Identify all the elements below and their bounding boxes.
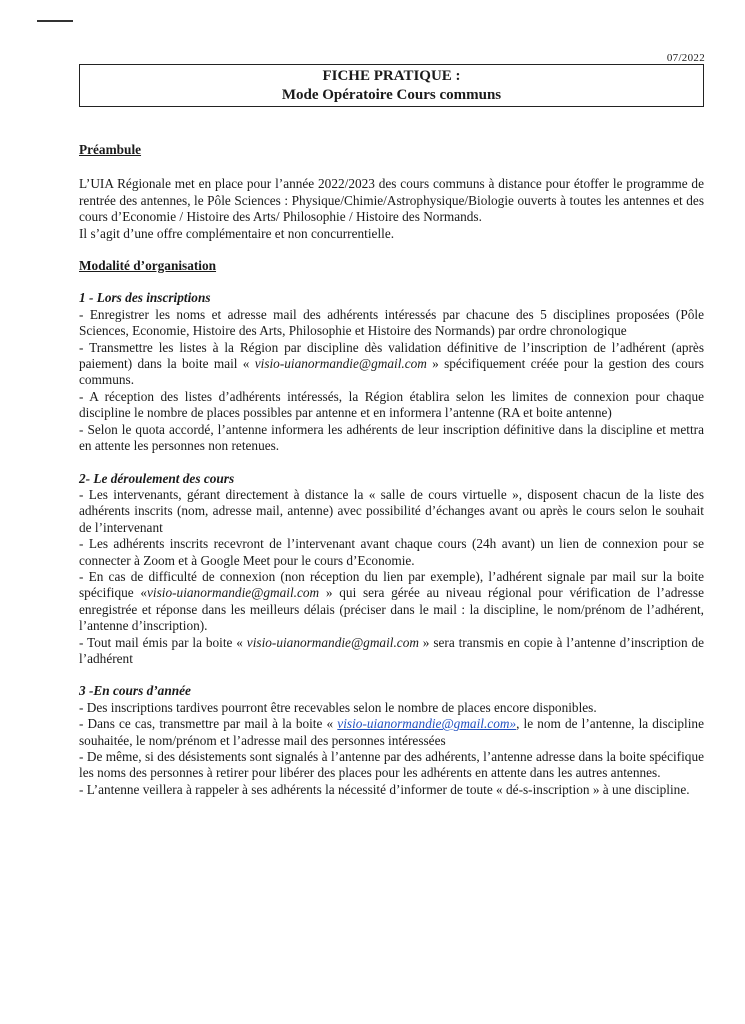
section-2-paragraph — [79, 569, 704, 635]
section-3-title: 3 -En cours d’année — [79, 683, 191, 699]
section-3-paragraph: - Des inscriptions tardives pourront être recevables selon le nombre de places encore disponibles. — [79, 699, 597, 715]
document-date: 07/2022 — [666, 52, 705, 64]
section-2-paragraph — [79, 635, 704, 668]
section-2-paragraph: - Les intervenants, gérant directement à distance la « salle de cours virtuelle », disposent chacun de la liste des adhérents inscrits (nom, adresse mail, antenne) avec possibilité d’échanges avant ou après le cours selon le souhait de l’intervenant — [79, 486, 704, 535]
scan-mark — [37, 20, 73, 22]
preambule-text: L’UIA Régionale met en place pour l’année 2022/2023 des cours communs à distance pour étoffer le programme de rentrée des antennes, le Pôle Sciences : Physique/Chimie/Astrophysique/Biologie ouverts à toutes les antennes et des cours d’Economie / Histoire des Arts/ Philosophie / Histoire des Normands. — [79, 176, 704, 225]
section-1-paragraph: - A réception des listes d’adhérents intéressés, la Région établira selon les limites de connexion pour chaque discipline le nombre de places possibles par antenne et en informera l’antenne (RA et boite antenne) — [79, 388, 704, 421]
document-body — [79, 142, 704, 798]
section-3-paragraph: - De même, si des désistements sont signalés à l’antenne par des adhérents, l’antenne adresse dans la boite spécifique les noms des personnes à retirer pour libérer des places pour les adhérents en attente dans les autres antennes. — [79, 749, 704, 781]
text-segment: » spécifiquement créée pour la gestion des cours communs. — [79, 356, 704, 388]
email-address: visio-uianormandie@gmail.com — [246, 634, 419, 650]
section-1-title: 1 - Lors des inscriptions — [79, 290, 211, 306]
text-segment: - Transmettre les listes à la Région par discipline dès validation définitive de l’inscription de l’adhérent (après paiement) dans la boite mail « — [79, 339, 704, 372]
section-3-paragraph: - L’antenne veillera à rappeler à ses adhérents la nécessité d’informer de toute « dé-s-inscription » à une discipline. — [79, 781, 690, 797]
preambule-text-2: Il s’agit d’une offre complémentaire et non concurrentielle. — [79, 225, 395, 241]
text-segment: - En cas de difficulté de connexion (non réception du lien par exemple), l’adhérent signale par mail sur la boite spécifique « — [79, 568, 704, 601]
modalite-heading: Modalité d’organisation — [79, 258, 217, 274]
section-1-paragraph — [79, 340, 704, 389]
text-segment: » sera transmis en copie à l’antenne d’inscription de l’adhérent — [79, 634, 704, 666]
section-2-paragraph: - Les adhérents inscrits recevront de l’intervenant avant chaque cours (24h avant) un lien de connexion pour se connecter à Zoom et à Google Meet pour le cours d’Economie. — [79, 536, 704, 568]
text-segment: - Tout mail émis par la boite « — [79, 634, 247, 650]
text-segment: , le nom de l’antenne, la discipline souhaitée, le nom/prénom et l’adresse mail des personnes intéressées — [79, 716, 704, 748]
section-1-paragraph: - Enregistrer les noms et adresse mail des adhérents intéressés par chacune des 5 disciplines proposées (Pôle Sciences, Economie, Histoire des Arts, Philosophie et Histoire des Normands) par ordre chronologique — [79, 306, 704, 339]
section-3-paragraph — [79, 716, 704, 749]
title-line-1: FICHE PRATIQUE : — [322, 68, 461, 84]
email-address: visio-uianormandie@gmail.com — [254, 356, 427, 372]
text-segment: - Dans ce cas, transmettre par mail à la boite « — [79, 716, 338, 732]
email-address: visio-uianormandie@gmail.com — [147, 585, 320, 601]
text-segment: » qui sera gérée au niveau régional pour vérification de l’adresse enregistrée et réponse dans les meilleurs délais (préciser dans le mail : la discipline, le nom/prénom de l’adhérent, l’antenne d’inscription). — [79, 585, 704, 634]
email-link[interactable]: visio-uianormandie@gmail.com» — [337, 716, 517, 732]
preambule-heading: Préambule — [79, 142, 142, 157]
section-2-title: 2- Le déroulement des cours — [79, 470, 235, 486]
title-box — [79, 64, 704, 107]
title-line-2: Mode Opératoire Cours communs — [281, 87, 502, 103]
section-1-paragraph: - Selon le quota accordé, l’antenne informera les adhérents de leur inscription définitive dans la discipline et mettra en attente les personnes non retenues. — [79, 421, 704, 454]
